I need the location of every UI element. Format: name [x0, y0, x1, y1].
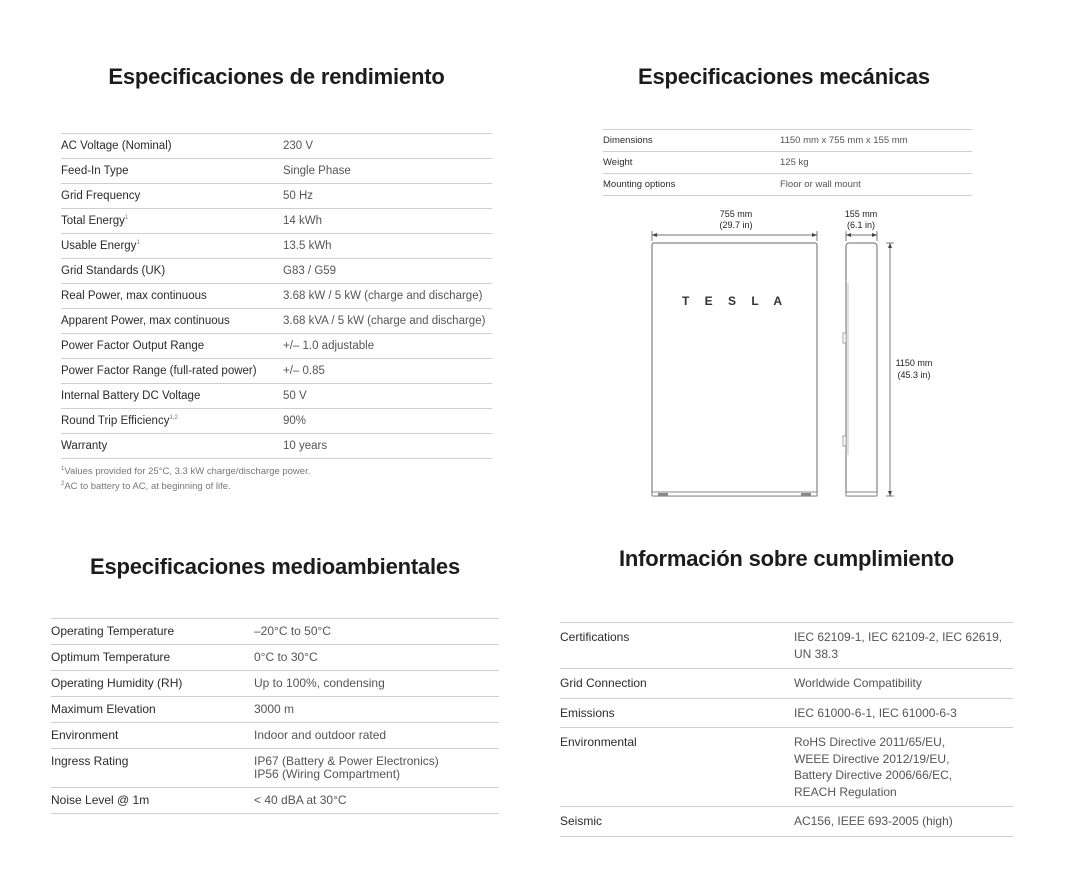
spec-label: Operating Temperature — [51, 619, 254, 645]
spec-label: Feed-In Type — [61, 159, 283, 184]
mechanical-title: Especificaciones mecánicas — [638, 64, 930, 89]
table-row — [61, 434, 492, 459]
width-dimension — [652, 209, 817, 241]
spec-value: Indoor and outdoor rated — [254, 723, 499, 749]
spec-label: Apparent Power, max continuous — [61, 309, 283, 334]
spec-value: 3.68 kVA / 5 kW (charge and discharge) — [283, 309, 492, 334]
spec-label: Certifications — [560, 623, 794, 669]
depth-mm-label: 155 mm — [844, 209, 878, 219]
table-row — [51, 645, 499, 671]
width-in-label: (29.7 in) — [719, 220, 753, 230]
spec-value: IEC 62109-1, IEC 62109-2, IEC 62619, UN 38.3 — [794, 623, 1013, 669]
spec-value: 3.68 kW / 5 kW (charge and discharge) — [283, 284, 492, 309]
table-row — [560, 669, 1013, 699]
spec-value: 125 kg — [780, 152, 972, 174]
spec-value: 1150 mm x 755 mm x 155 mm — [780, 130, 972, 152]
spec-label: Operating Humidity (RH) — [51, 671, 254, 697]
spec-value: 10 years — [283, 434, 492, 459]
height-mm-label: 1150 mm — [895, 358, 933, 368]
spec-value: Floor or wall mount — [780, 174, 972, 196]
table-row — [51, 788, 499, 814]
spec-value: 230 V — [283, 134, 492, 159]
environmental-table — [51, 618, 499, 814]
spec-value: Worldwide Compatibility — [794, 669, 1013, 699]
spec-value: 3000 m — [254, 697, 499, 723]
spec-label: Grid Standards (UK) — [61, 259, 283, 284]
depth-in-label: (6.1 in) — [846, 220, 876, 230]
spec-value: 13.5 kWh — [283, 234, 492, 259]
footnote: $^2$AC to battery to AC, at beginning of life. — [61, 480, 231, 492]
spec-value: 0°C to 30°C — [254, 645, 499, 671]
spec-label: Usable Energy$^1$ — [61, 234, 283, 259]
spec-label: Optimum Temperature — [51, 645, 254, 671]
spec-label: Real Power, max continuous — [61, 284, 283, 309]
table-row — [61, 259, 492, 284]
spec-label: Power Factor Range (full-rated power) — [61, 359, 283, 384]
table-row — [61, 159, 492, 184]
spec-label: Ingress Rating — [51, 749, 254, 788]
table-row — [61, 309, 492, 334]
spec-label: Maximum Elevation — [51, 697, 254, 723]
table-row — [51, 723, 499, 749]
side-view — [843, 243, 877, 496]
table-row — [560, 698, 1013, 728]
performance-title: Especificaciones de rendimiento — [108, 64, 445, 89]
spec-label: Environmental — [560, 728, 794, 807]
mechanical-table — [603, 129, 972, 196]
table-row — [61, 409, 492, 434]
performance-table — [61, 133, 492, 459]
table-row — [51, 619, 499, 645]
spec-value: Up to 100%, condensing — [254, 671, 499, 697]
front-base — [652, 492, 817, 496]
table-row — [61, 334, 492, 359]
spec-value: –20°C to 50°C — [254, 619, 499, 645]
spec-label: Grid Connection — [560, 669, 794, 699]
table-row — [560, 728, 1013, 807]
table-row — [603, 174, 972, 196]
spec-label: Round Trip Efficiency$^{1,2}$ — [61, 409, 283, 434]
compliance-title: Información sobre cumplimiento — [618, 546, 955, 571]
table-row — [61, 359, 492, 384]
depth-dimension — [845, 209, 878, 241]
spec-value: 50 Hz — [283, 184, 492, 209]
spec-label: Emissions — [560, 698, 794, 728]
spec-label: Noise Level @ 1m — [51, 788, 254, 814]
spec-label: Internal Battery DC Voltage — [61, 384, 283, 409]
spec-value: AC156, IEEE 693-2005 (high) — [794, 807, 1013, 837]
spec-value: RoHS Directive 2011/65/EU, WEEE Directive 2012/19/EU, Battery Directive 2006/66/EC, REACH Regulation — [794, 728, 1013, 807]
foot-right — [801, 493, 811, 496]
spec-label: Grid Frequency — [61, 184, 283, 209]
side-panel — [846, 243, 877, 496]
spec-value: 90% — [283, 409, 492, 434]
table-row — [51, 697, 499, 723]
width-mm-label: 755 mm — [719, 209, 753, 219]
spec-label: Mounting options — [603, 174, 780, 196]
spec-label: Power Factor Output Range — [61, 334, 283, 359]
table-row — [61, 284, 492, 309]
height-in-label: (45.3 in) — [897, 370, 931, 380]
table-row — [603, 152, 972, 174]
spec-label: Environment — [51, 723, 254, 749]
spec-label: Warranty — [61, 434, 283, 459]
foot-left — [658, 493, 668, 496]
spec-value: 14 kWh — [283, 209, 492, 234]
table-row — [61, 184, 492, 209]
tesla-logo: T E S L A — [681, 294, 789, 308]
spec-value: Single Phase — [283, 159, 492, 184]
spec-value: IEC 61000-6-1, IEC 61000-6-3 — [794, 698, 1013, 728]
spec-value: 50 V — [283, 384, 492, 409]
spec-label: Seismic — [560, 807, 794, 837]
table-row — [51, 749, 499, 788]
spec-value: +/– 1.0 adjustable — [283, 334, 492, 359]
spec-label: AC Voltage (Nominal) — [61, 134, 283, 159]
compliance-table — [560, 622, 1013, 837]
performance-footnotes — [61, 464, 310, 494]
spec-label: Dimensions — [603, 130, 780, 152]
table-row — [61, 134, 492, 159]
table-row — [560, 623, 1013, 669]
spec-value: +/– 0.85 — [283, 359, 492, 384]
footnote: $^1$Values provided for 25°C, 3.3 kW charge/discharge power. — [61, 465, 311, 477]
height-dimension — [886, 243, 932, 496]
table-row — [61, 209, 492, 234]
environmental-title: Especificaciones medioambientales — [90, 554, 460, 579]
spec-label: Total Energy$^1$ — [61, 209, 283, 234]
table-row — [61, 234, 492, 259]
spec-value: IP67 (Battery & Power Electronics) IP56 (Wiring Compartment) — [254, 749, 499, 788]
table-row — [61, 384, 492, 409]
front-view — [652, 243, 817, 496]
powerwall-dimension-diagram — [640, 205, 933, 505]
spec-value: < 40 dBA at 30°C — [254, 788, 499, 814]
front-panel — [652, 243, 817, 496]
table-row — [603, 130, 972, 152]
spec-value: G83 / G59 — [283, 259, 492, 284]
spec-label: Weight — [603, 152, 780, 174]
table-row — [560, 807, 1013, 837]
table-row — [51, 671, 499, 697]
